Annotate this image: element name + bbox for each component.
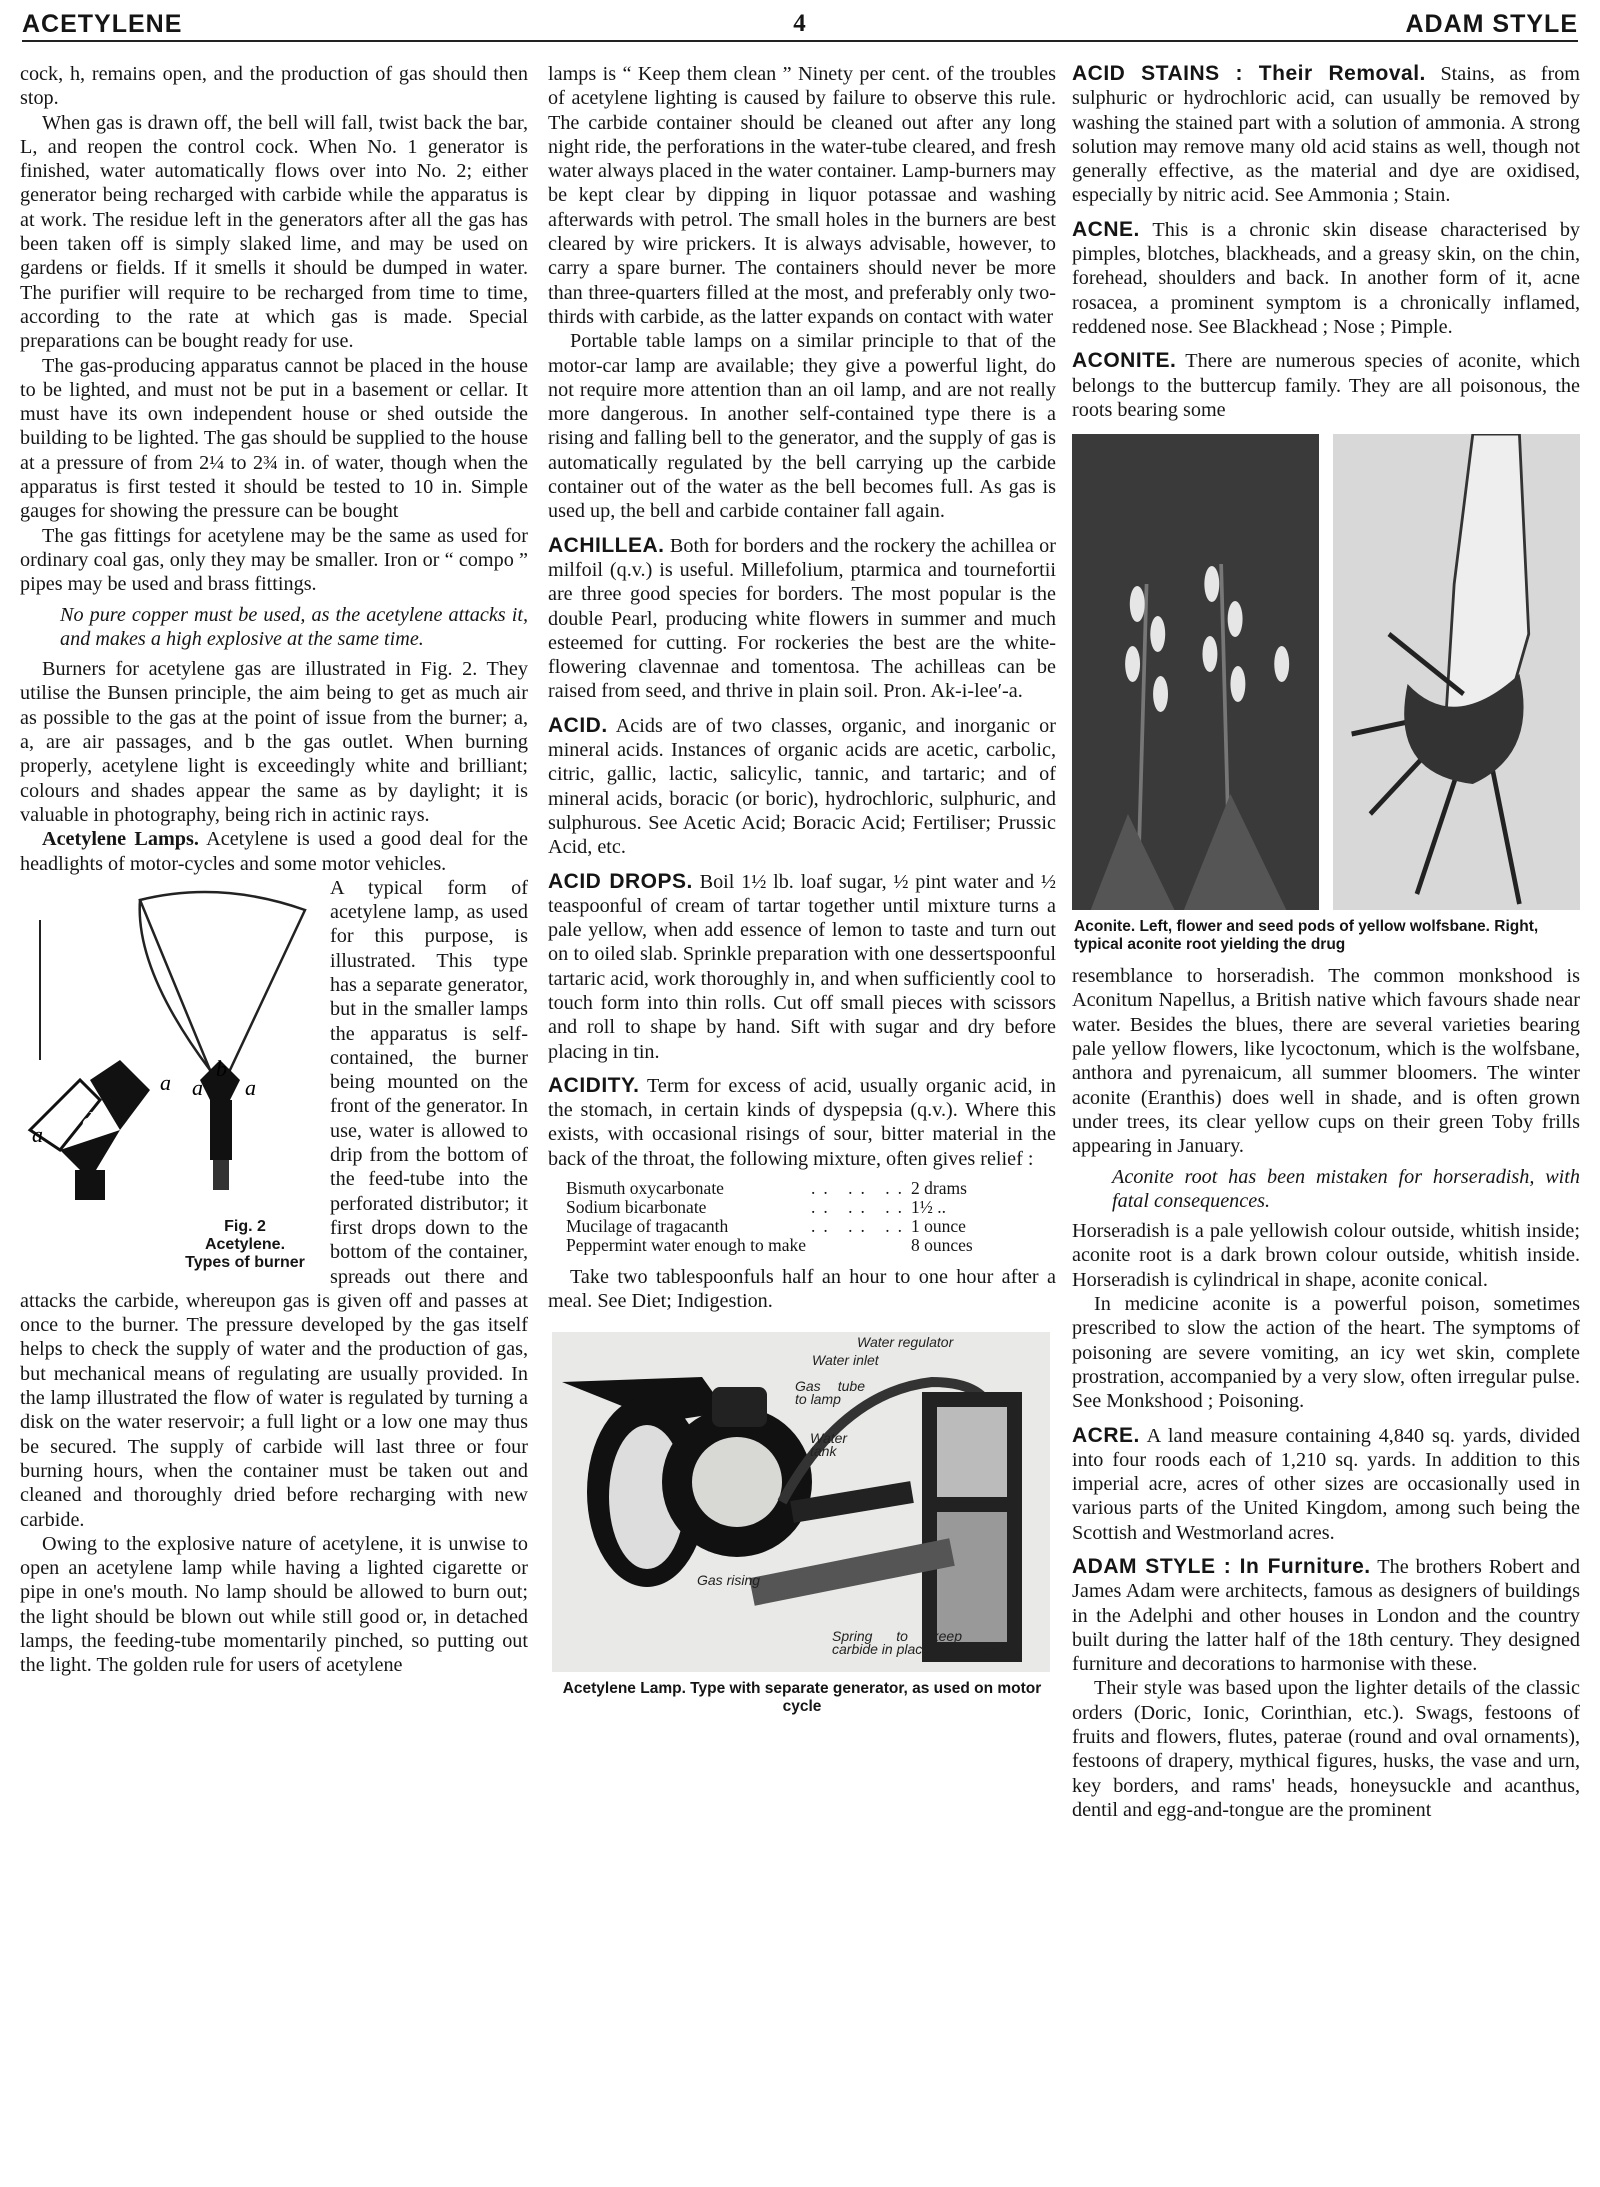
paragraph-acetylene-lamps — [20, 827, 528, 876]
entry-acidity — [548, 1074, 1056, 1171]
entry-acid-stains — [1072, 62, 1580, 208]
entry-heading: ACID. — [548, 713, 608, 737]
entry-text: A land measure containing 4,840 sq. yards, divided into four roods each of 1,210 sq. yards. In addition to this imperial acre, acres of other sizes are occasionally used in various parts of the United Kingdom, among such being the Scottish and Westmorland acres. — [1072, 1424, 1581, 1544]
paragraph: Horseradish is a pale yellowish colour outside, whitish inside; aconite root is a dark brown colour outside, whitish inside. Horseradish is cylindrical in shape, aconite conical. — [1072, 1220, 1580, 1291]
entry-text: Both for borders and the rockery the achillea or milfoil (q.v.) is useful. Millefolium, ptarmica and tournefortii are three good species for borders. The most popular is the double Pearl, producing white flowers in summer and much esteemed for cutting. For rockeries the best are the white-flowering clavennae and tomentosa. The achilleas can be raised from seed, and thrive in plain soil. Pron. Ak-i-lee′-a. — [548, 534, 1056, 703]
label-a2: a — [160, 1069, 171, 1095]
paragraph: A typical form of acetylene lamp, as used for this purpose, is illustrated. This type has a separate generator, but in the smaller lamps the apparatus is self-contained, the burner being mounted on the front of the generator. In use, water is allowed to drip from the bottom of the feed-tube into the perforated distributor; it first drops down to the bottom of the container, spreads out there and attacks the carbide, whereupon gas is given off and passes at once to the burner. The pressure developed by the gas itself helps to check the supply of water and the production of gas, but mechanical means of regulating are usually provided. In the lamp illustrated the flow of water is regulated by turning a disk on the water reservoir; a full light or a low one may thus be secured. The supply of carbide will last three or four burning hours, when the container must be taken out and cleaned and thoroughly dried before recharging with new carbide. — [20, 876, 528, 1531]
paragraph: The gas fittings for acetylene may be the same as used for ordinary coal gas, only they may be smaller. Iron or “ compo ” pipes may be used and brass fittings. — [20, 524, 528, 596]
caption-line: Acetylene. — [204, 1235, 286, 1253]
burner-illustration — [20, 880, 320, 1200]
quantity: 8 ounces — [911, 1235, 973, 1256]
entry-achillea — [548, 534, 1056, 704]
subheading: Acetylene Lamps. — [42, 828, 199, 851]
quantity: 2 drams — [911, 1178, 967, 1199]
column-3 — [1072, 62, 1580, 1822]
header-left-title: ACETYLENE — [22, 10, 183, 38]
entry-heading: ACID STAINS : Their Removal. — [1072, 62, 1426, 85]
entry-heading: ADAM STYLE : In Furniture. — [1072, 1554, 1371, 1578]
aconite-root-photo — [1333, 434, 1580, 910]
label-a: a — [32, 1121, 43, 1147]
entry-heading: ACONITE. — [1072, 349, 1177, 373]
recipe-row — [566, 1179, 1056, 1198]
caption-line: Types of burner — [185, 1253, 305, 1271]
ingredient: Sodium bicarbonate — [566, 1197, 707, 1218]
recipe-row — [566, 1198, 1056, 1217]
entry-text: Acids are of two classes, organic, and inorganic or mineral acids. Instances of organic acids are acetic, carbolic, citric, gallic, lactic, salicylic, tannic, and tartaric; and of mineral acids, boracic (or boric), hydrochloric, sulphuric, and sulphurous. See Acetic Acid; Boracic Acid; Fertiliser; Prussic Acid, etc. — [548, 714, 1056, 859]
paragraph: Burners for acetylene gas are illustrated in Fig. 2. They utilise the Bunsen principle, the aim being to get as much air as possible to the gas at the point of issue from the burner; a, a, are air passages, and b the gas outlet. When burning properly, acetylene light is exceedingly white and brilliant; colours and shades appear the same as by daylight; it is valuable in photography, being rich in actinic rays. — [20, 658, 528, 826]
paragraph: Owing to the explosive nature of acetylene, it is unwise to open an acetylene lamp while having a lighted cigarette or pipe in one's mouth. No lamp should be allowed to burn out; the light should be blown out while still good or, in detached lamps, the feeding-tube momentarily pinched, so putting out the light. The golden rule for users of acetylene — [20, 1532, 528, 1677]
paragraph: When gas is drawn off, the bell will fall, twist back the bar, L, and reopen the control cock. When No. 1 generator is finished, water automatically flows over into No. 2; either generator being recharged with carbide while the apparatus is at work. The residue left in the generators after all the gas has been taken off is simply slaked lime, and may be used on gardens or fields. If it smells it should be dumped in water. The purifier will require to be recharged from time to time, according to the rate at which gas is made. Special preparations can be bought ready for use. — [20, 111, 528, 353]
leader-dots: .. .. .. — [811, 1197, 910, 1218]
column-2 — [548, 62, 1056, 1716]
paragraph: Their style was based upon the lighter details of the classic orders (Doric, Ionic, Corinthian, etc.). Swags, festoons of fruits and flowers, flutes, paterae (round and oval ornaments), festoons of drapery, mythical figures, husks, the vase and urn, key borders, and rams' heads, honeysuckle and acanthus, dentil and egg-and-tongue are the prominent — [1072, 1677, 1580, 1821]
entry-text: Term for excess of acid, usually organic acid, in the stomach, in certain kinds of dyspepsia (q.v.). Where this exists, with occasional risings of sour, bitter material in the back of the throat, the following mixture, often gives relief : — [548, 1074, 1057, 1170]
column-1 — [20, 62, 528, 1678]
entry-heading: ACRE. — [1072, 1423, 1140, 1447]
entry-text: The brothers Robert and James Adam were architects, famous as designers of buildings in the Adelphi and other houses in London and the country built during the latter half of the 18th century. They designed furniture and decorations to harmonise with these. — [1072, 1555, 1580, 1676]
label-carbide: Carbide — [972, 1641, 1022, 1658]
entry-aconite — [1072, 349, 1580, 422]
warning-note: Aconite root has been mistaken for horseradish, with fatal consequences. — [1112, 1165, 1580, 1212]
figure-caption: Acetylene Lamp. Type with separate generator, as used on motor cycle — [562, 1679, 1042, 1715]
entry-acne — [1072, 218, 1580, 339]
entry-text: Stains, as from sulphuric or hydrochloric acid, can usually be removed by washing the stained part with a solution of ammonia. A strong solution may remove many old acid stains as well, though not generally effective, as the material and dye are oxidised, especially by nitric acid. See Ammonia ; Stain. — [1072, 63, 1581, 207]
quantity: 1½ .. — [911, 1197, 946, 1218]
entry-adam-style — [1072, 1555, 1580, 1676]
paragraph: In medicine aconite is a powerful poison, sometimes prescribed to slow the action of the heart. The symptoms of poisoning are severe vomiting, an icy wet skin, complete prostration, accompanied by a very slow, often irregular pulse. See Monkshood ; Poisoning. — [1072, 1293, 1580, 1413]
label-water-regulator: Water regulator — [857, 1333, 954, 1350]
entry-text: This is a chronic skin disease characterised by pimples, blotches, blackheads, and a greasy skin, on the chin, forehead, shoulders and back. In another form of it, acne rosacea, a prominent symptom is a chronically inflamed, reddened nose. See Blackhead ; Nose ; Pimple. — [1072, 218, 1581, 338]
photo-caption: Aconite. Left, flower and seed pods of yellow wolfsbane. Right, typical aconite root yielding the drug — [1074, 918, 1539, 954]
paragraph: The gas-producing apparatus cannot be placed in the house to be lighted, and must not be put in a basement or cellar. It must have its own independent house or shed outside the building to be lighted. The gas should be supplied to the house at a pressure of from 2¼ to 2¾ in. of water, though when the apparatus is first tested it should be tested to 10 in. Simple gauges for showing the pressure can be bought — [20, 354, 528, 523]
entry-heading: ACNE. — [1072, 217, 1140, 241]
paragraph: Take two tablespoonfuls half an hour to one hour after a meal. See Diet; Indigestion. — [548, 1266, 1056, 1313]
recipe-row — [566, 1236, 1056, 1255]
recipe-table — [566, 1179, 1056, 1255]
label-d: d — [82, 1107, 93, 1133]
ingredient: Mucilage of tragacanth — [566, 1216, 729, 1237]
quantity: 1 ounce — [911, 1216, 966, 1237]
figure-caption — [170, 1218, 320, 1272]
running-header — [22, 6, 1578, 42]
label-gas-tube: Gas tube to lamp — [795, 1377, 865, 1407]
aconite-photos — [1072, 434, 1580, 910]
entry-heading: ACHILLEA. — [548, 533, 665, 557]
paragraph: resemblance to horseradish. The common monkshood is Aconitum Napellus, a British native which favours shade near water. Besides the blues, there are several varieties bearing pale yellow flowers, like lycoctonum, which is the wolfsbane, anthora and pyrenaicum, all summer bloomers. The winter aconite (Eranthis) does well in shade, and is often grown under trees, its clear yellow cups on their green Toby frills appearing in January. — [1072, 965, 1580, 1158]
label-a3: a — [192, 1074, 203, 1100]
label-water-inlet: Water inlet — [812, 1351, 879, 1368]
entry-text: There are numerous species of aconite, which belongs to the buttercup family. They are all poisonous, the roots bearing some — [1072, 350, 1581, 421]
entry-acid — [548, 714, 1056, 860]
paragraph: cock, h, remains open, and the production of gas should then stop. — [20, 63, 528, 110]
burner-figure — [20, 880, 320, 1272]
paragraph-text: Acetylene is used a good deal for the headlights of motor-cycles and some motor vehicles. — [20, 828, 529, 875]
entry-acre — [1072, 1424, 1580, 1545]
entry-acid-drops — [548, 870, 1056, 1064]
leader-dots: .. .. .. — [811, 1216, 910, 1237]
entry-heading: ACID DROPS. — [548, 869, 693, 893]
header-right-title: ADAM STYLE — [1405, 10, 1578, 38]
recipe-row — [566, 1217, 1056, 1236]
page-number: 4 — [793, 10, 807, 37]
entry-heading: ACIDITY. — [548, 1073, 640, 1097]
entry-text: Boil 1½ lb. loaf sugar, ½ pint water and ½ teaspoonful of cream of tartar together until mixture turns a pale yellow, when add essence of lemon to taste and turn out on to oiled slab. Sprinkle preparation with one dessertspoonful tartaric acid, work thoroughly in, and when sufficiently cool to touch form into thin rolls. Cut off small pieces with scissors and roll to shape by hand. Sift with sugar and dry before placing in tin. — [548, 870, 1056, 1063]
warning-note: No pure copper must be used, as the acetylene attacks it, and makes a high explosive at the same time. — [60, 603, 528, 650]
leader-dots: .. .. .. — [811, 1178, 910, 1199]
ingredient: Peppermint water enough to make — [566, 1235, 807, 1256]
wolfsbane-flower-photo — [1072, 434, 1319, 910]
lamp-illustration — [552, 1332, 1050, 1672]
label-water-tank: Water tank — [810, 1429, 848, 1459]
label-b: b — [216, 1055, 227, 1081]
label-a4: a — [245, 1074, 256, 1100]
label-gas-rising: Gas rising — [697, 1571, 761, 1588]
ingredient: Bismuth oxycarbonate — [566, 1178, 724, 1199]
label-spring: Spring to keep carbide in place — [832, 1627, 962, 1657]
paragraph: Portable table lamps on a similar principle to that of the motor-car lamp are available; they give a powerful light, do not require more attention than an oil lamp, and are not really more dangerous. In another self-contained type there is a rising and falling bell to the generator, and the supply of gas is automatically regulated by the bell carrying up the carbide container out of the water as the bell becomes full. As gas is used up, the bell and carbide container fall again. — [548, 330, 1056, 523]
paragraph: lamps is “ Keep them clean ” Ninety per cent. of the troubles of acetylene lighting is caused by failure to observe this rule. The carbide container should be cleaned out after any long night ride, the perforations in the water-tube cleared, and fresh water always placed in the water container. Lamp-burners may be kept clear by dipping in liquor potassae and washing afterwards with petrol. The small holes in the burners are best cleared by wire prickers. It is always advisable, however, to carry a spare burner. The containers should never be more than three-quarters filled at the most, and preferably only two-thirds with carbide, as the latter expands on contact with water — [548, 63, 1056, 328]
acetylene-lamp-figure — [548, 1332, 1056, 1716]
caption-line: Fig. 2 — [224, 1217, 266, 1235]
